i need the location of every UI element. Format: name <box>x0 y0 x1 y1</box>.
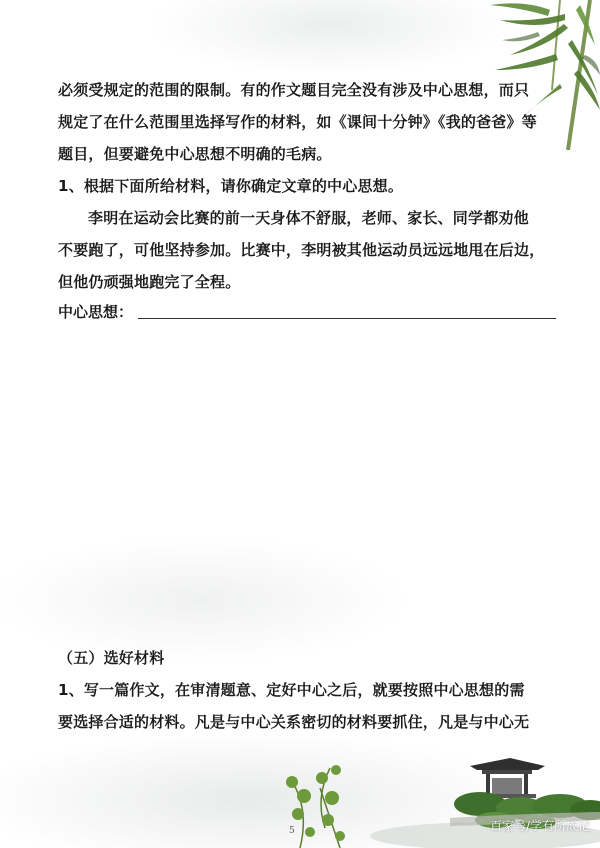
text-line: 1、写一篇作文，在审清题意、定好中心之后，就要按照中心思想的需 <box>58 681 525 699</box>
text-line: 题目，但要避免中心思想不明确的毛病。 <box>58 145 332 163</box>
material-paragraph <box>58 202 558 298</box>
text-line: 必须受规定的范围的限制。有的作文题目完全没有涉及中心思想，而只 <box>58 81 530 99</box>
watermark: 百家号/学有所成记 <box>489 819 590 833</box>
text-line: 李明在运动会比赛的前一天身体不舒服，老师、家长、同学都劝他 <box>88 209 529 227</box>
section-heading: （五）选好材料 <box>58 649 165 667</box>
page-number: 5 <box>289 826 295 836</box>
text-line: 要选择合适的材料。凡是与中心关系密切的材料要抓住，凡是与中心无 <box>58 713 530 731</box>
text-line: 规定了在什么范围里选择写作的材料，如《课间十分钟》《我的爸爸》等 <box>58 113 537 131</box>
text-line: 不要跑了，可他坚持参加。比赛中，李明被其他运动员远远地甩在后边， <box>58 241 545 259</box>
question-1: 1、根据下面所给材料，请你确定文章的中心思想。 <box>58 177 404 195</box>
answer-label: 中心思想： <box>58 303 134 321</box>
section-body <box>58 674 558 738</box>
intro-paragraph <box>58 74 558 170</box>
text-line: 但他仍顽强地跑完了全程。 <box>58 273 241 291</box>
answer-row <box>58 296 558 328</box>
answer-blank-line[interactable] <box>138 318 556 319</box>
